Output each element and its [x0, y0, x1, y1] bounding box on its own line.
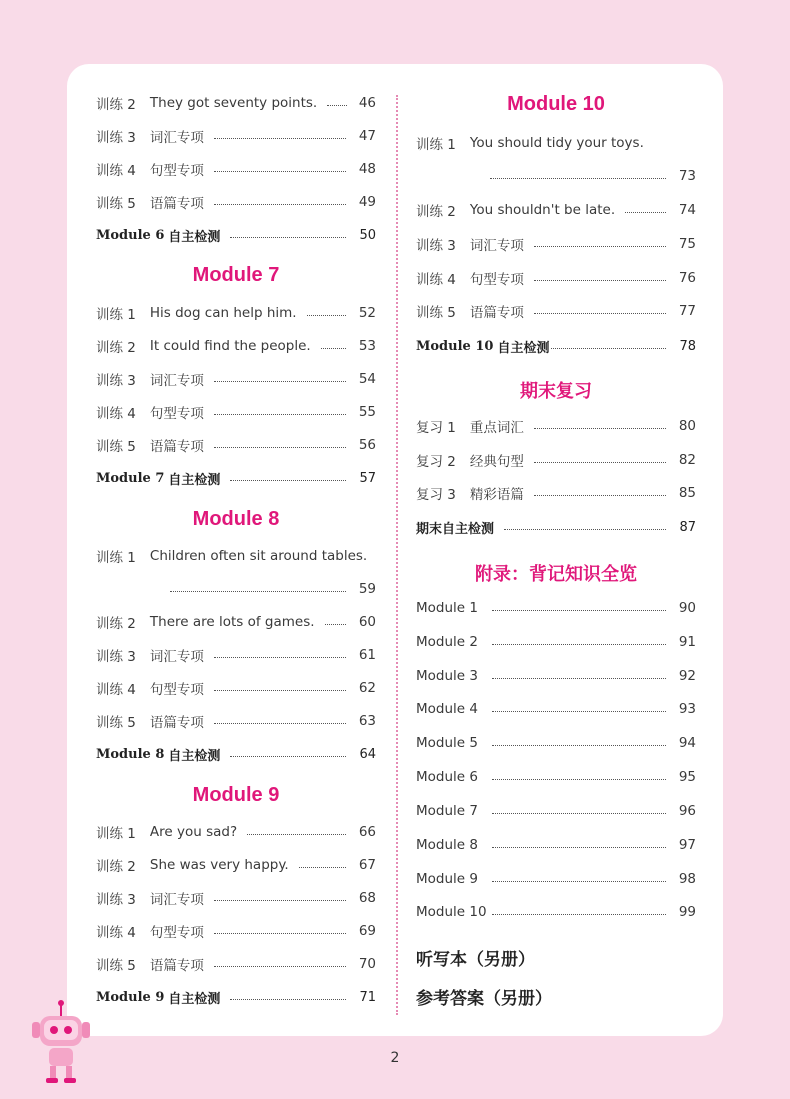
- entry-page: 91: [678, 634, 696, 650]
- entry-prefix: 训练 5: [416, 305, 456, 321]
- leader-dots: [534, 462, 666, 463]
- entry-title: There are lots of games.: [149, 614, 315, 630]
- entry-page: 77: [678, 303, 696, 319]
- entry-page: 67: [358, 857, 376, 873]
- leader-dots: [492, 847, 666, 848]
- entry-page: 50: [359, 227, 376, 243]
- toc-row[interactable]: [96, 952, 376, 976]
- entry-prefix: 训练 2: [416, 204, 456, 220]
- leader-dots: [490, 178, 666, 179]
- module-label: Module 8: [96, 746, 165, 762]
- entry-page: 64: [359, 746, 376, 762]
- entry-title: Are you sad?: [149, 824, 238, 840]
- entry-title: 语篇专项: [149, 715, 204, 731]
- toc-row[interactable]: [96, 433, 376, 457]
- module-heading: Module 9: [192, 784, 280, 806]
- entry-page: 85: [678, 485, 696, 501]
- module-test-row[interactable]: [416, 334, 696, 358]
- leader-dots: [214, 171, 346, 172]
- leader-dots: [214, 723, 346, 724]
- entry-page: 94: [678, 735, 696, 751]
- leader-dots: [214, 414, 346, 415]
- entry-prefix: 训练 2: [96, 340, 136, 356]
- leader-dots: [214, 138, 346, 139]
- entry-prefix: Module 3: [416, 668, 478, 684]
- entry-prefix: 训练 2: [96, 616, 136, 632]
- leader-dots: [214, 447, 346, 448]
- toc-row[interactable]: [416, 799, 696, 823]
- entry-prefix: 训练 5: [96, 196, 136, 212]
- entry-prefix: Module 1: [416, 600, 478, 616]
- toc-row[interactable]: [96, 91, 376, 115]
- toc-row-continuation[interactable]: [416, 164, 696, 188]
- entry-prefix: Module 2: [416, 634, 478, 650]
- module-heading: Module 10: [507, 93, 605, 115]
- entry-prefix: 复习 2: [416, 454, 456, 470]
- toc-row[interactable]: [416, 266, 696, 290]
- entry-prefix: 训练 3: [96, 649, 136, 665]
- leader-dots: [492, 711, 666, 712]
- entry-prefix: 复习 3: [416, 487, 456, 503]
- leader-dots: [492, 745, 666, 746]
- entry-page: 97: [678, 837, 696, 853]
- toc-row[interactable]: [96, 919, 376, 943]
- leader-dots: [321, 348, 346, 349]
- entry-title: 词汇专项: [149, 130, 204, 146]
- entry-title: 词汇专项: [149, 649, 204, 665]
- toc-row[interactable]: [96, 124, 376, 148]
- entry-page: 78: [679, 338, 696, 354]
- entry-title: 句型专项: [469, 272, 524, 288]
- entry-prefix: 训练 5: [96, 715, 136, 731]
- toc-row[interactable]: [416, 299, 696, 323]
- leader-dots: [492, 610, 666, 611]
- entry-title: 语篇专项: [149, 958, 204, 974]
- entry-page: 63: [358, 713, 376, 729]
- entry-prefix: 训练 1: [96, 826, 136, 842]
- toc-row[interactable]: [96, 157, 376, 181]
- leader-dots: [492, 678, 666, 679]
- entry-title: Children often sit around tables.: [149, 548, 368, 564]
- module-test-row[interactable]: [96, 985, 376, 1009]
- entry-page: 47: [358, 128, 376, 144]
- entry-prefix: 训练 3: [96, 130, 136, 146]
- leader-dots: [299, 867, 346, 868]
- entry-page: 55: [358, 404, 376, 420]
- toc-row[interactable]: [416, 481, 696, 505]
- leader-dots: [534, 246, 666, 247]
- entry-prefix: 训练 4: [416, 272, 456, 288]
- entry-prefix: 训练 5: [96, 439, 136, 455]
- entry-page: 90: [678, 600, 696, 616]
- leader-dots: [492, 813, 666, 814]
- leader-dots: [214, 204, 346, 205]
- entry-title: 词汇专项: [469, 238, 524, 254]
- entry-title: His dog can help him.: [149, 305, 297, 321]
- entry-prefix: 复习 1: [416, 420, 456, 436]
- test-label: 自主检测: [168, 472, 221, 488]
- leader-dots: [551, 348, 666, 349]
- entry-page: 69: [358, 923, 376, 939]
- entry-prefix: 训练 4: [96, 682, 136, 698]
- section-heading: 期末复习: [520, 381, 592, 401]
- toc-row[interactable]: [416, 596, 696, 620]
- entry-title: 精彩语篇: [469, 487, 524, 503]
- leader-dots: [230, 480, 346, 481]
- toc-row[interactable]: [96, 709, 376, 733]
- entry-title: 经典句型: [469, 454, 524, 470]
- entry-page: 75: [678, 236, 696, 252]
- leader-dots: [230, 237, 346, 238]
- entry-prefix: Module 8: [416, 837, 478, 853]
- module-label: Module 6: [96, 227, 165, 243]
- leader-dots: [214, 966, 346, 967]
- entry-prefix: 训练 3: [96, 373, 136, 389]
- entry-page: 74: [678, 202, 696, 218]
- toc-row[interactable]: [96, 190, 376, 214]
- test-label: 自主检测: [497, 340, 550, 356]
- module-heading: Module 7: [192, 264, 280, 286]
- entry-page: 99: [678, 904, 696, 920]
- section-heading: 附录：背记知识全览: [475, 564, 637, 584]
- module-test-row[interactable]: [96, 742, 376, 766]
- entry-page: 57: [359, 470, 376, 486]
- toc-row[interactable]: [416, 900, 696, 924]
- entry-page: 73: [678, 168, 696, 184]
- leader-dots: [534, 495, 666, 496]
- entry-page: 54: [358, 371, 376, 387]
- entry-page: 56: [358, 437, 376, 453]
- toc-row[interactable]: [416, 731, 696, 755]
- page-number: 2: [390, 1050, 400, 1066]
- entry-page: 66: [358, 824, 376, 840]
- toc-row[interactable]: [416, 867, 696, 891]
- entry-title: 语篇专项: [469, 305, 524, 321]
- entry-page: 70: [358, 956, 376, 972]
- leader-dots: [504, 529, 666, 530]
- entry-page: 92: [678, 668, 696, 684]
- final-test-row[interactable]: [416, 515, 696, 539]
- entry-page: 80: [678, 418, 696, 434]
- leader-dots: [247, 834, 346, 835]
- leader-dots: [492, 914, 666, 915]
- entry-prefix: Module 7: [416, 803, 478, 819]
- entry-page: 62: [358, 680, 376, 696]
- toc-row[interactable]: [96, 367, 376, 391]
- entry-page: 49: [358, 194, 376, 210]
- toc-row[interactable]: [96, 334, 376, 358]
- entry-prefix: 训练 1: [96, 307, 136, 323]
- leader-dots: [534, 313, 666, 314]
- toc-row[interactable]: [96, 853, 376, 877]
- toc-row[interactable]: [96, 610, 376, 634]
- entry-title: 句型专项: [149, 406, 204, 422]
- entry-title: You should tidy your toys.: [469, 135, 644, 151]
- entry-page: 46: [358, 95, 376, 111]
- entry-prefix: 训练 3: [416, 238, 456, 254]
- leader-dots: [325, 624, 346, 625]
- toc-row[interactable]: [96, 820, 376, 844]
- entry-prefix: Module 5: [416, 735, 478, 751]
- module-label: Module 10: [416, 338, 494, 354]
- toc-row[interactable]: [96, 643, 376, 667]
- leader-dots: [327, 105, 347, 106]
- entry-prefix: Module 4: [416, 701, 478, 717]
- entry-prefix: Module 9: [416, 871, 478, 887]
- leader-dots: [534, 428, 666, 429]
- leader-dots: [214, 933, 346, 934]
- leader-dots: [625, 212, 666, 213]
- answer-key-entry[interactable]: 参考答案（另册）: [416, 989, 552, 1009]
- module-test-row[interactable]: [96, 223, 376, 247]
- entry-page: 87: [679, 519, 696, 535]
- entry-page: 93: [678, 701, 696, 717]
- module-label: Module 7: [96, 470, 165, 486]
- leader-dots: [214, 900, 346, 901]
- entry-page: 60: [358, 614, 376, 630]
- entry-page: 68: [358, 890, 376, 906]
- leader-dots: [492, 644, 666, 645]
- toc-row[interactable]: [96, 676, 376, 700]
- entry-page: 59: [358, 581, 376, 597]
- entry-title: 重点词汇: [469, 420, 524, 436]
- entry-title: She was very happy.: [149, 857, 289, 873]
- test-label: 自主检测: [168, 991, 221, 1007]
- entry-title: They got seventy points.: [149, 95, 318, 111]
- entry-page: 52: [358, 305, 376, 321]
- entry-prefix: 训练 2: [96, 97, 136, 113]
- toc-row[interactable]: [416, 131, 696, 155]
- entry-prefix: 训练 1: [96, 550, 136, 566]
- leader-dots: [492, 881, 666, 882]
- entry-title: 词汇专项: [149, 373, 204, 389]
- leader-dots: [230, 756, 346, 757]
- entry-page: 82: [678, 452, 696, 468]
- entry-prefix: 训练 4: [96, 163, 136, 179]
- toc-row[interactable]: [416, 630, 696, 654]
- test-label: 自主检测: [168, 748, 221, 764]
- entry-prefix: 训练 3: [96, 892, 136, 908]
- leader-dots: [214, 381, 346, 382]
- leader-dots: [214, 657, 346, 658]
- entry-title: 句型专项: [149, 682, 204, 698]
- module-heading: Module 8: [192, 508, 280, 530]
- toc-row-continuation[interactable]: [96, 577, 376, 601]
- toc-row[interactable]: [416, 232, 696, 256]
- toc-row[interactable]: [416, 414, 696, 438]
- entry-page: 71: [359, 989, 376, 1005]
- toc-row[interactable]: [416, 664, 696, 688]
- entry-title: 语篇专项: [149, 196, 204, 212]
- module-label: Module 9: [96, 989, 165, 1005]
- leader-dots: [170, 591, 346, 592]
- leader-dots: [230, 999, 346, 1000]
- entry-prefix: Module 10: [416, 904, 487, 920]
- toc-row[interactable]: [416, 198, 696, 222]
- robot-icon: [22, 996, 92, 1086]
- entry-title: 句型专项: [149, 925, 204, 941]
- leader-dots: [214, 690, 346, 691]
- leader-dots: [307, 315, 346, 316]
- entry-title: You shouldn't be late.: [469, 202, 616, 218]
- entry-page: 53: [358, 338, 376, 354]
- entry-page: 76: [678, 270, 696, 286]
- toc-row[interactable]: [96, 544, 376, 568]
- toc-row[interactable]: [416, 833, 696, 857]
- column-divider: [396, 95, 398, 1015]
- entry-page: 98: [678, 871, 696, 887]
- test-label: 期末自主检测: [416, 521, 495, 537]
- entry-page: 96: [678, 803, 696, 819]
- leader-dots: [534, 280, 666, 281]
- leader-dots: [492, 779, 666, 780]
- module-test-row[interactable]: [96, 466, 376, 490]
- entry-prefix: 训练 1: [416, 137, 456, 153]
- toc-row[interactable]: [416, 448, 696, 472]
- entry-prefix: Module 6: [416, 769, 478, 785]
- entry-title: 语篇专项: [149, 439, 204, 455]
- dictation-book-entry[interactable]: 听写本（另册）: [416, 950, 535, 970]
- entry-page: 95: [678, 769, 696, 785]
- entry-title: It could find the people.: [149, 338, 311, 354]
- entry-title: 词汇专项: [149, 892, 204, 908]
- entry-page: 48: [358, 161, 376, 177]
- entry-page: 61: [358, 647, 376, 663]
- entry-prefix: 训练 2: [96, 859, 136, 875]
- toc-row[interactable]: [416, 765, 696, 789]
- toc-row[interactable]: [96, 301, 376, 325]
- entry-title: 句型专项: [149, 163, 204, 179]
- toc-row[interactable]: [416, 697, 696, 721]
- entry-prefix: 训练 4: [96, 925, 136, 941]
- toc-row[interactable]: [96, 886, 376, 910]
- entry-prefix: 训练 4: [96, 406, 136, 422]
- entry-prefix: 训练 5: [96, 958, 136, 974]
- toc-row[interactable]: [96, 400, 376, 424]
- test-label: 自主检测: [168, 229, 221, 245]
